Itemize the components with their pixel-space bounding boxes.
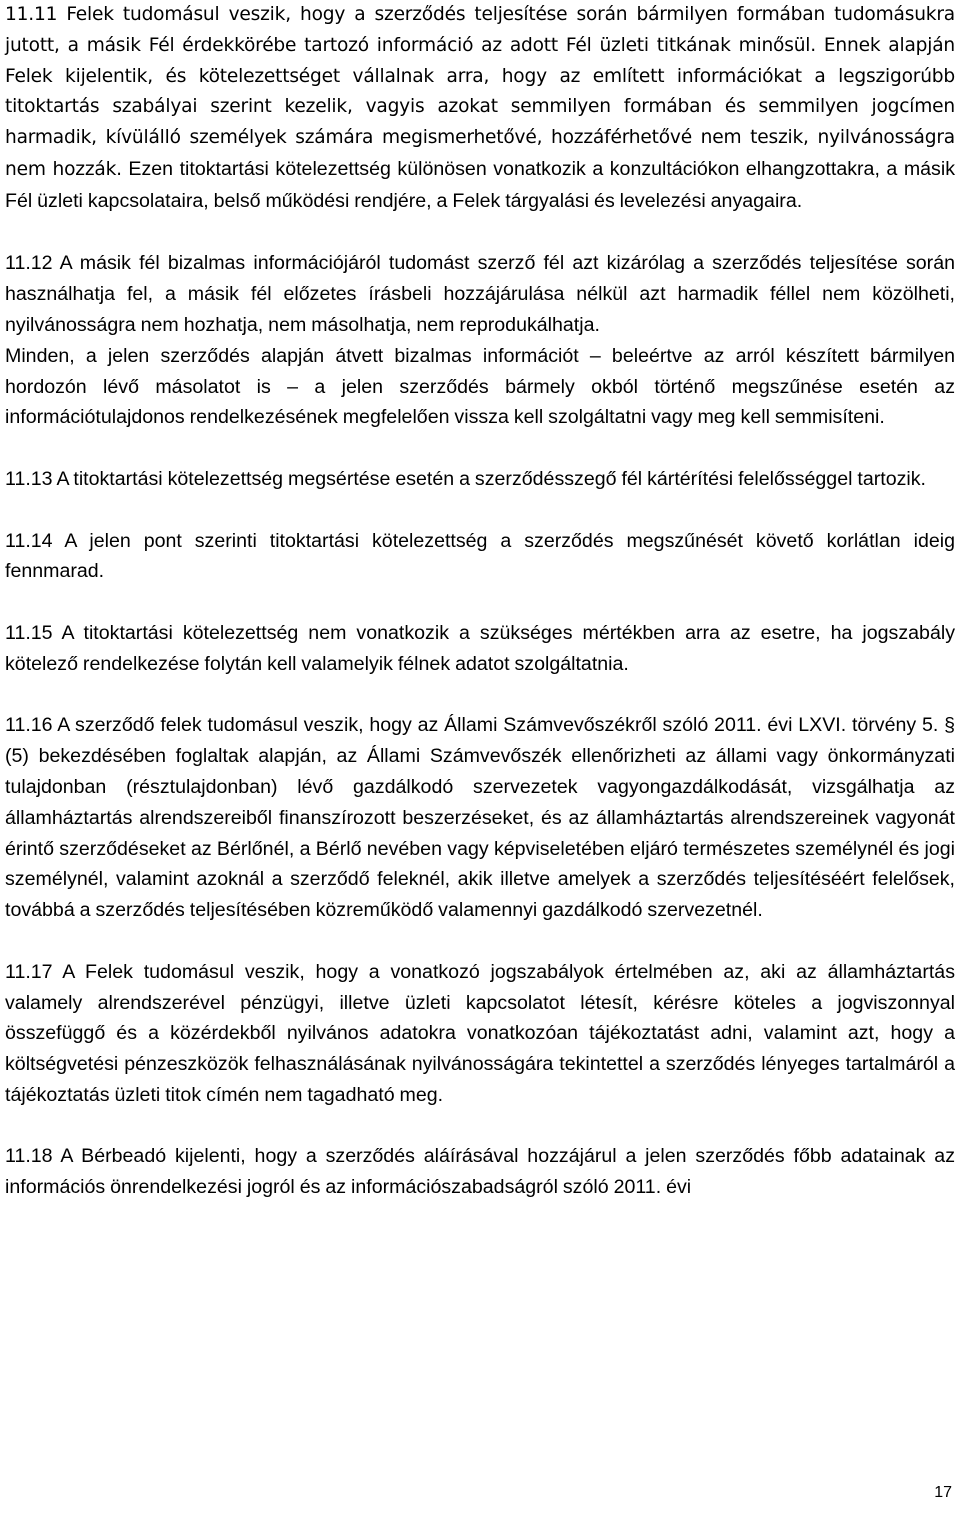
paragraph-11-18: 11.18 A Bérbeadó kijelenti, hogy a szerződés aláírásával hozzájárul a jelen szerződés főbb adatainak az információs önrendelkezési jogról és az információszabadságról szóló 2011. évi <box>5 1145 955 1199</box>
document-page <box>5 0 955 1203</box>
paragraph-11-15: 11.15 A titoktartási kötelezettség nem vonatkozik a szükséges mértékben arra az esetre, ha jogszabály kötelező rendelkezése folytán kell valamelyik félnek adatot szolgáltatnia. <box>5 621 955 675</box>
paragraph-11-11 <box>5 0 955 218</box>
paragraph-11-17: 11.17 A Felek tudomásul veszik, hogy a vonatkozó jogszabályok értelmében az, aki az államháztartás valamely alrendszerével pénzügyi, illetve üzleti kapcsolatot létesít, kérésre köteles a jogviszonnyal összefüggő és a közérdekből nyilvános adatokra vonatkozóan tájékoztatást adni, valamint azt, hogy a költségvetési pénzeszközök felhasználásának nyilvánosságára tekintettel a szerződés lényeges tartalmáról a tájékoztatás üzleti titok címén nem tagadható meg. <box>5 960 955 1106</box>
paragraph-11-16: 11.16 A szerződő felek tudomásul veszik, hogy az Állami Számvevőszékről szóló 2011. évi LXVI. törvény 5. § (5) bekezdésében foglaltak alapján, az Állami Számvevőszék ellenőrizheti az állami vagy önkormányzati tulajdonban (résztulajdonban) lévő gazdálkodó szervezetek vagyongazdálkodását, vizsgálhatja az államháztartás alrendszereiből finanszírozott beszerzéseket, és az államháztartás alrendszereinek vagyonát érintő szerződéseket az Bérlőnél, a Bérlő nevében vagy képviseletében eljáró természetes személynél és jogi személynél, valamint azoknál a szerződő feleknél, akik illetve amelyek a szerződés teljesítéséért felelősek, továbbá a szerződés teljesítésében közreműködő valamennyi gazdálkodó szervezetnél. <box>5 714 955 922</box>
page-number: 17 <box>934 1484 952 1501</box>
paragraph-11-13: 11.13 A titoktartási kötelezettség megsértése esetén a szerződésszegő fél kártérítési felelősséggel tartozik. <box>5 467 926 490</box>
paragraph-11-12-return: Minden, a jelen szerződés alapján átvett bizalmas információt – beleértve az arról készített bármilyen hordozón lévő másolatot is – a jelen szerződés bármely okból történő megszűnése esetén az információtulajdonos rendelkezésének megfelelően vissza kell szolgáltatni vagy meg kell semmisíteni. <box>5 344 955 429</box>
paragraph-11-11-part2: Ezen titoktartási kötelezettség különösen vonatkozik a konzultációkon elhangzottakra, a másik Fél üzleti kapcsolataira, belső működési rendjére, a Felek tárgyalási és levelezési anyagaira. <box>5 157 955 212</box>
paragraph-11-14: 11.14 A jelen pont szerinti titoktartási kötelezettség a szerződés megszűnését követő korlátlan ideig fennmarad. <box>5 529 955 583</box>
paragraph-11-11-part1: 11.11 Felek tudomásul veszik, hogy a szerződés teljesítése során bármilyen formában tudomásukra jutott, a másik Fél érdekkörébe tartozó információ az adott Fél üzleti titkának minősül. Ennek alapján Felek kijelentik, és kötelezettséget vállalnak arra, hogy az említett információkat a legszigorúbb titoktartás szabályai szerint kezelik, vagyis azokat semmilyen formában és semmilyen jogcímen harmadik, kívülálló személyek számára megismerhetővé, hozzáférhetővé nem teszik, nyilvánosságra nem hozzák. <box>5 4 955 180</box>
paragraph-11-12: 11.12 A másik fél bizalmas információjáról tudomást szerző fél azt kizárólag a szerződés teljesítése során használhatja fel, a másik fél előzetes írásbeli hozzájárulása nélkül azt harmadik féllel nem közölheti, nyilvánosságra nem hozhatja, nem másolhatja, nem reprodukálhatja. <box>5 252 955 336</box>
